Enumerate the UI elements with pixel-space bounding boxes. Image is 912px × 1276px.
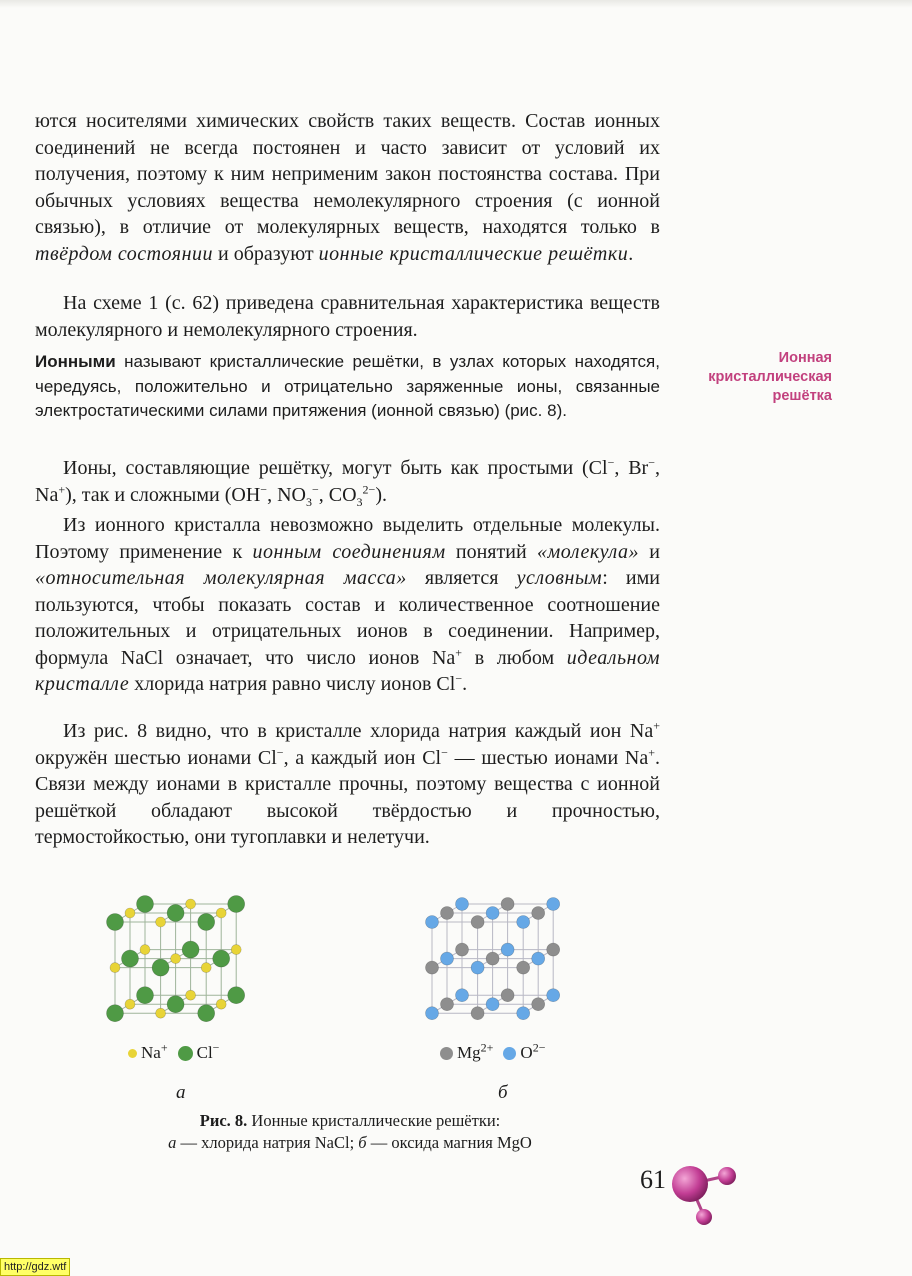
mgo-lattice-diagram: [412, 872, 592, 1042]
lattice-ion: [186, 899, 196, 909]
figure-caption: [120, 1110, 580, 1154]
lattice-ion: [216, 999, 226, 1009]
p5-text-5: : ими пользуются, чтобы показать состав и количественное соотношение положительных и отрицательных ионов в соединении. Например, формула NaCl означает, что число ионов Na: [35, 567, 660, 669]
p6-text-3: , а каждый ион Cl: [283, 746, 442, 769]
lattice-ion: [501, 989, 514, 1002]
lattice-ion: [441, 952, 454, 965]
p4-text-3: , Na: [35, 457, 660, 506]
p4-text-7: ).: [375, 483, 387, 506]
lattice-ion: [137, 896, 154, 913]
lattice-ion: [456, 898, 469, 911]
legend-mg-label: [457, 1040, 494, 1063]
p5-text-6: в любом: [462, 646, 567, 669]
paragraph-6: [35, 718, 660, 851]
charge-2minus: 2−: [362, 481, 376, 496]
p1-text-2: и образуют: [213, 242, 319, 265]
charge-plus: +: [455, 644, 463, 659]
page-number: 61: [640, 1165, 666, 1194]
p2-text: На схеме 1 (с. 62) приведена сравнительная характеристика веществ молекулярного и немолекулярного строения.: [35, 292, 660, 341]
lattice-ion: [125, 999, 135, 1009]
legend-na-symbol: Na: [141, 1043, 161, 1062]
legend-o-label: [520, 1040, 546, 1063]
lattice-ion: [441, 998, 454, 1011]
definition-text: называют кристаллические решётки, в узлах которых находятся, чередуясь, положительно и отрицательно заряженные ионы, связанные электростатическими силами притяжения (ионной связью) (рис. 8).: [35, 352, 660, 420]
subscript-3: 3: [356, 494, 363, 509]
magnesium-ion-swatch: [440, 1047, 453, 1060]
lattice-ion: [186, 990, 196, 1000]
charge-minus: −: [607, 455, 615, 470]
page-top-shade: [0, 0, 912, 8]
lattice-ion: [213, 950, 230, 967]
lattice-ion: [501, 943, 514, 956]
sodium-ion-swatch: [128, 1049, 137, 1058]
charge-plus: +: [653, 718, 660, 733]
lattice-ion: [152, 959, 169, 976]
lattice-ion: [547, 943, 560, 956]
lattice-ion: [441, 907, 454, 920]
legend-na-charge: +: [160, 1040, 168, 1055]
lattice-ion: [228, 896, 245, 913]
lattice-ion: [456, 943, 469, 956]
figure-label-a: а: [176, 1082, 186, 1103]
legend-mgo: [440, 1040, 546, 1063]
lattice-ion: [171, 954, 181, 964]
lattice-ion: [501, 898, 514, 911]
charge-minus: −: [276, 744, 284, 759]
legend-nacl: [128, 1040, 220, 1063]
legend-mg-symbol: Mg: [457, 1043, 481, 1062]
lattice-ion: [216, 908, 226, 918]
margin-note-line-2: кристаллическая: [708, 369, 832, 385]
charge-minus: −: [648, 455, 655, 470]
margin-note: [672, 349, 832, 406]
lattice-ion: [122, 950, 139, 967]
caption-figure-number: Рис. 8.: [199, 1111, 248, 1130]
p5-text-1: Из ионного кристалла невозможно выделить отдельные молекулы. Поэтому применение к: [35, 514, 660, 563]
lattice-ion: [471, 916, 484, 929]
legend-cl-charge: −: [212, 1040, 220, 1055]
p5-emphasis-3: «относительная молекулярная масса»: [35, 567, 407, 589]
charge-minus: −: [441, 744, 448, 759]
chloride-ion-swatch: [178, 1046, 193, 1061]
p4-text-2: , Br: [614, 457, 649, 479]
caption-b-marker: б: [358, 1133, 367, 1152]
lattice-ion: [140, 945, 150, 955]
caption-line-1: [120, 1110, 580, 1132]
margin-note-line-3: решётка: [772, 388, 832, 404]
p5-emphasis-2: «молекула»: [536, 540, 639, 563]
lattice-ion: [532, 998, 545, 1011]
caption-line-2: [120, 1132, 580, 1154]
lattice-ion: [228, 987, 245, 1004]
p1-emphasis-1: твёрдом состоянии: [35, 242, 214, 265]
p1-emphasis-2: ионные кристаллические решётки: [318, 242, 629, 265]
charge-plus: +: [58, 481, 66, 496]
watermark-link[interactable]: http://gdz.wtf: [0, 1258, 70, 1276]
paragraph-5: [35, 512, 660, 698]
lattice-ion: [156, 917, 166, 927]
p6-text-5: . Связи между ионами в кристалле прочны, поэтому вещества с ионной решёткой обладают высокой твёрдостью и прочностью, термостойкостью, они тугоплавки и нелетучи.: [35, 746, 660, 848]
lattice-ion: [426, 961, 439, 974]
lattice-ion: [201, 963, 211, 973]
lattice-ion: [486, 998, 499, 1011]
lattice-ion: [426, 916, 439, 929]
legend-cl-label: [196, 1040, 220, 1063]
legend-cl-symbol: Cl: [196, 1043, 213, 1062]
lattice-ion: [471, 961, 484, 974]
caption-a-text: — хлорида натрия NaCl;: [176, 1133, 359, 1152]
lattice-ion: [426, 1007, 439, 1020]
charge-plus: +: [648, 744, 655, 759]
paragraph-2: [35, 290, 660, 343]
p5-text-8: .: [462, 673, 468, 695]
p4-text-4: ), так и сложными (OH: [65, 483, 261, 506]
p1-text-3: .: [628, 242, 634, 265]
lattice-ion: [137, 987, 154, 1004]
oxide-ion-swatch: [503, 1047, 516, 1060]
margin-note-line-1: Ионная: [778, 350, 832, 366]
lattice-ion: [486, 907, 499, 920]
p5-text-7: хлорида натрия равно числу ионов Cl: [129, 673, 456, 695]
charge-minus: −: [455, 671, 463, 686]
p6-text-4: — шестью ионами Na: [447, 746, 649, 769]
p5-emphasis-1: ионным соединениям: [252, 540, 446, 563]
lattice-ion: [517, 1007, 530, 1020]
lattice-ion: [547, 898, 560, 911]
lattice-ion: [198, 914, 215, 931]
lattice-ion: [125, 908, 135, 918]
lattice-ion: [182, 941, 199, 958]
lattice-ion: [486, 952, 499, 965]
lattice-ion: [517, 961, 530, 974]
caption-a-marker: а: [168, 1133, 177, 1152]
p6-text-2: окружён шестью ионами Cl: [35, 746, 277, 769]
lattice-ion: [167, 996, 184, 1013]
p5-emphasis-4: условным: [516, 567, 603, 589]
lattice-ion: [532, 952, 545, 965]
subscript-3: 3: [305, 494, 312, 509]
figure-label-b: б: [498, 1082, 508, 1103]
molecule-decoration-icon: [668, 1158, 742, 1230]
lattice-ion: [517, 916, 530, 929]
charge-minus: −: [260, 481, 268, 496]
lattice-ion: [231, 945, 241, 955]
lattice-ion: [198, 1005, 215, 1022]
paragraph-4: [35, 455, 660, 508]
legend-mg-charge: 2+: [480, 1040, 494, 1055]
p4-text-1: Ионы, составляющие решётку, могут быть как простыми (Cl: [63, 457, 608, 479]
lattice-ion: [532, 907, 545, 920]
paragraph-3-definition: [35, 350, 660, 424]
lattice-ion: [456, 989, 469, 1002]
lattice-ion: [471, 1007, 484, 1020]
paragraph-1: [35, 108, 660, 267]
p6-text-1: Из рис. 8 видно, что в кристалле хлорида натрия каждый ион Na: [63, 720, 654, 742]
caption-b-text: — оксида магния MgO: [366, 1133, 532, 1152]
nacl-lattice-diagram: [95, 872, 275, 1042]
legend-o-charge: 2−: [532, 1040, 546, 1055]
lattice-ion: [547, 989, 560, 1002]
charge-minus: −: [311, 481, 319, 496]
legend-na-label: [141, 1040, 168, 1063]
p4-text-5: , NO: [267, 483, 306, 506]
p5-text-2: понятий: [445, 540, 537, 563]
legend-o-symbol: O: [520, 1043, 533, 1062]
p5-text-4: является: [406, 567, 517, 589]
lattice-ion: [156, 1008, 166, 1018]
lattice-ion: [110, 963, 120, 973]
p4-text-6: , CO: [318, 483, 357, 506]
p5-emphasis-5: идеальном кристалле: [35, 646, 660, 695]
lattice-ion: [107, 914, 124, 931]
p1-text-1: ются носителями химических свойств таких веществ. Состав ионных соединений не всегда постоянен и часто зависит от условий их получения, поэтому к ним неприменим закон постоянства состава. При обычных условиях вещества немолекулярного строения (с ионной связью), в отличие от молекулярных веществ, находятся только в: [35, 110, 660, 238]
lattice-ion: [107, 1005, 124, 1022]
lattice-ion: [167, 905, 184, 922]
p5-text-3: и: [639, 540, 661, 563]
caption-title: Ионные кристаллические решётки:: [247, 1111, 501, 1130]
definition-term: Ионными: [35, 352, 116, 371]
